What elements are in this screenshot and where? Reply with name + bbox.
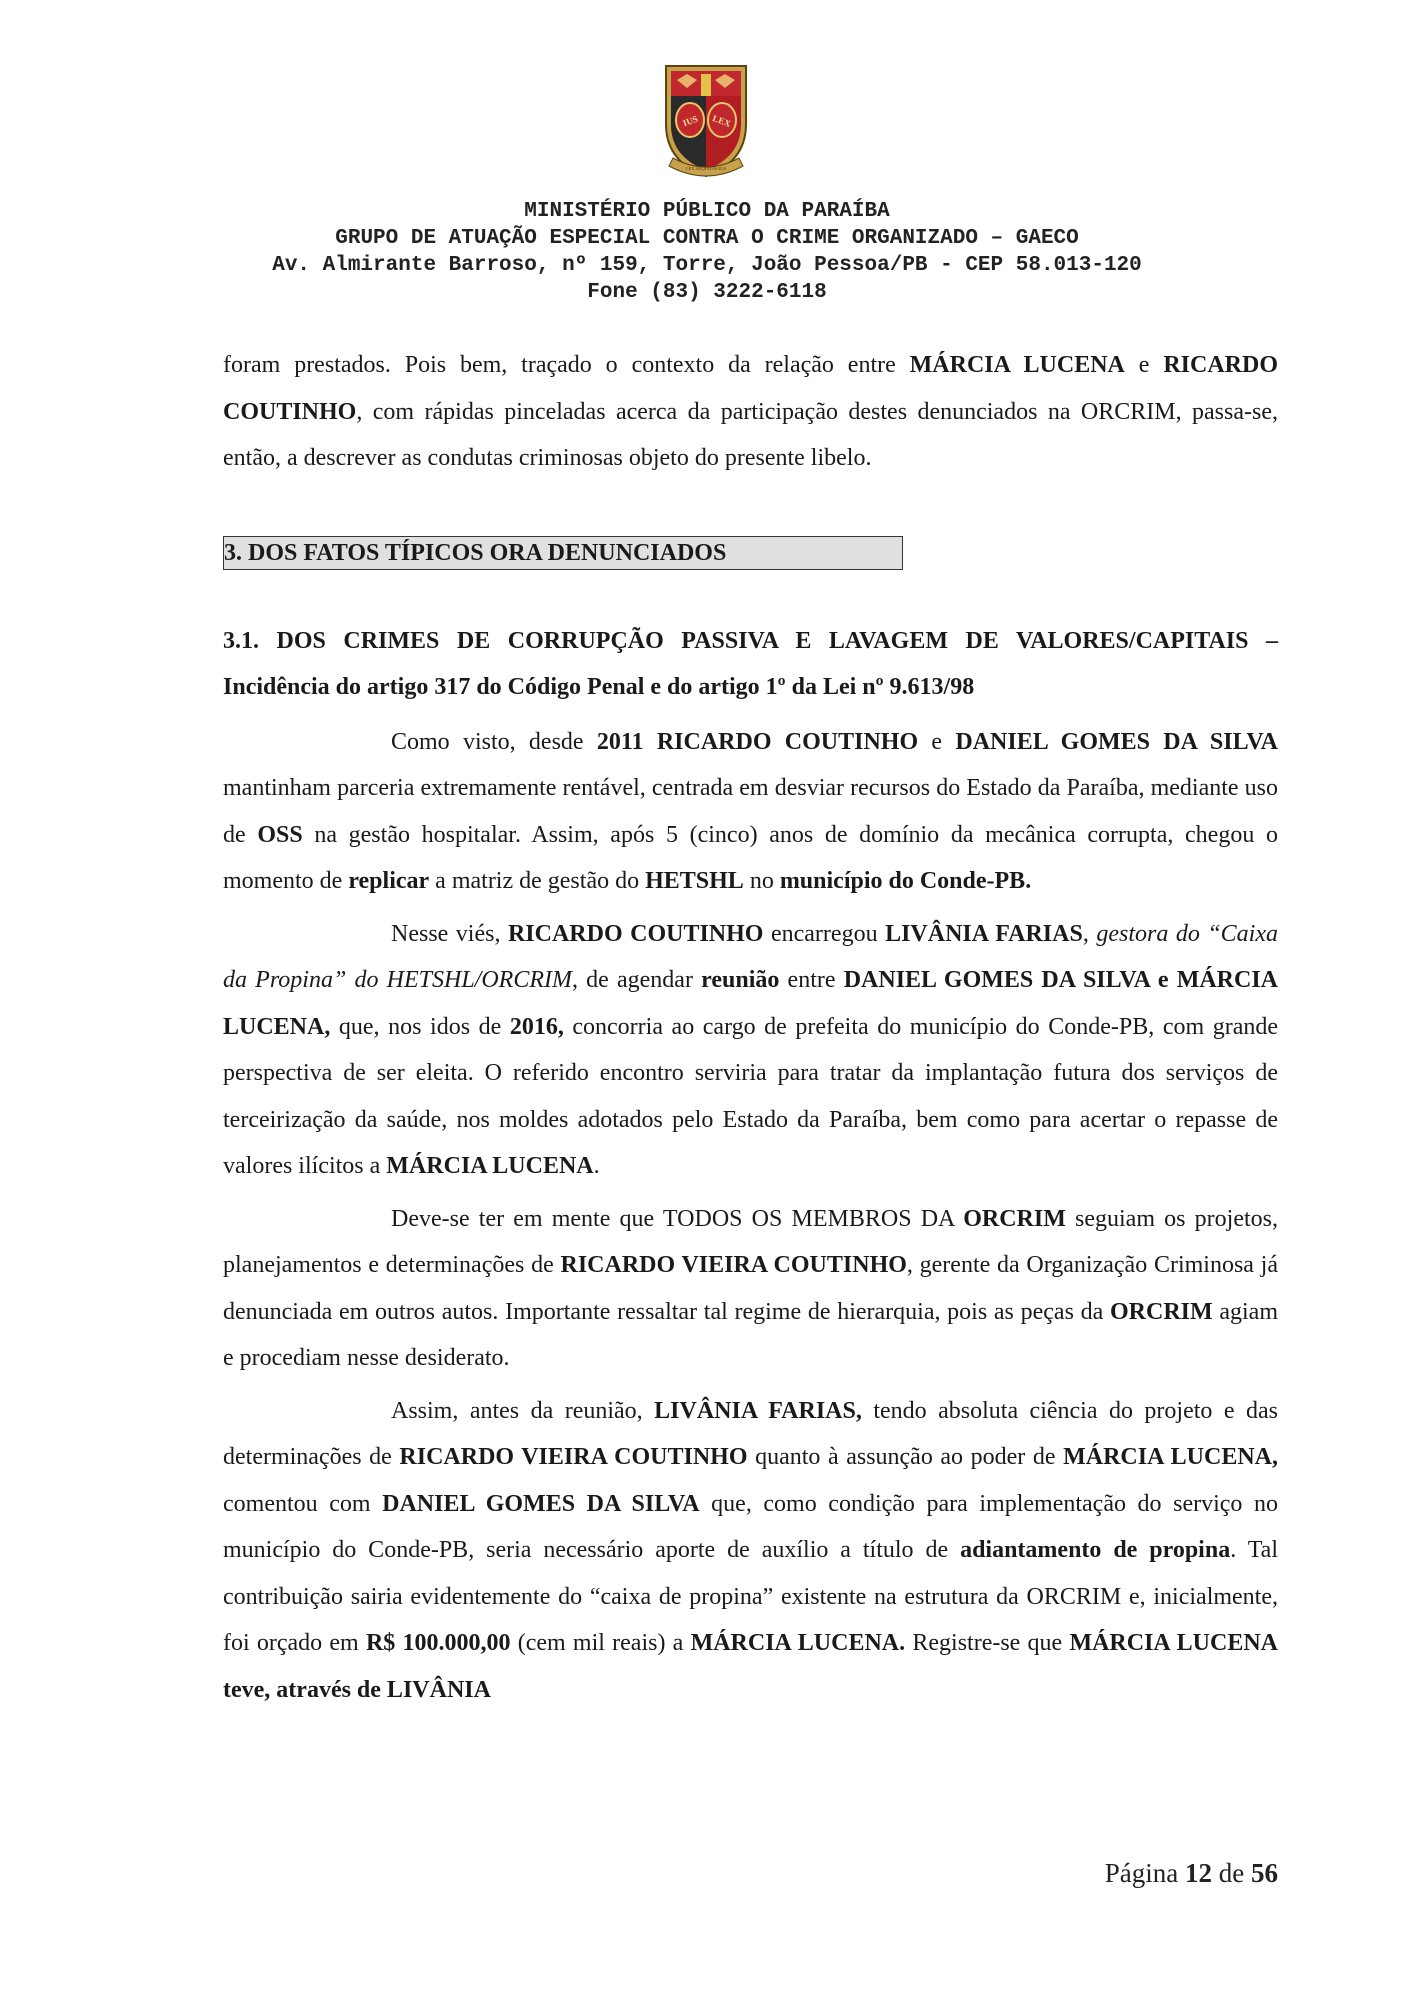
- logo-right-text: LEX: [711, 113, 733, 129]
- bold-run: DANIEL GOMES DA SILVA e MÁRCIA LUCENA,: [223, 967, 1279, 1040]
- text-run: mantinham parceria extremamente rentável, centrada em desviar recursos do Estado da Paraíba, mediante uso de: [223, 775, 1278, 848]
- page-number: [1105, 1858, 1278, 1889]
- bold-run: município do Conde-PB.: [779, 868, 1032, 894]
- bold-run: MÁRCIA LUCENA teve, através de LIVÂNIA: [223, 1630, 1279, 1703]
- text-run: encarregou: [763, 920, 886, 947]
- text-run: Como visto, desde: [391, 728, 597, 755]
- text-run: Deve-se ter em mente que TODOS OS MEMBROS DA: [391, 1205, 964, 1232]
- logo-left-text: IUS: [681, 113, 700, 129]
- bold-run: replicar: [348, 868, 430, 894]
- paragraph-1: [223, 342, 1278, 482]
- shield-crest-logo: [663, 62, 749, 184]
- paragraph-5: [223, 1388, 1278, 1714]
- text-run: e: [1124, 352, 1164, 378]
- italic-run: gestora do “Caixa da Propina” do HETSHL/ORCRIM: [223, 920, 1278, 993]
- text-run: concorria ao cargo de prefeita do município do Conde-PB, com grande perspectiva de ser eleita. O referido encontro serviria para tratar da implantação futura dos serviços de terceirização da saúde, nos moldes adotados pelo Estado da Paraíba, bem como para acertar o repasse de valores ilícitos a: [223, 1013, 1278, 1179]
- subsection-line-1: 3.1. DOS CRIMES DE CORRUPÇÃO PASSIVA E LAVAGEM DE VALORES/CAPITAIS –: [223, 627, 1278, 654]
- total-pages: 56: [1251, 1858, 1278, 1888]
- text-run: , com rápidas pinceladas acerca da participação destes denunciados na ORCRIM, passa-se, então, a descrever as condutas criminosas objeto do presente libelo.: [223, 398, 1278, 471]
- bold-run: LIVÂNIA FARIAS: [885, 920, 1083, 947]
- text-run: que, como condição para implementação do serviço no município do Conde-PB, seria necessário aporte de auxílio a título de: [223, 1490, 1278, 1563]
- bold-run: MÁRCIA LUCENA,: [1063, 1444, 1278, 1470]
- subsection-heading: [223, 618, 1278, 711]
- text-run: Assim, antes da reunião,: [391, 1397, 655, 1424]
- bold-run: adiantamento de propina: [960, 1537, 1231, 1563]
- bold-run: RICARDO VIEIRA COUTINHO: [399, 1444, 748, 1470]
- text-run: entre: [779, 967, 844, 993]
- bold-run: ORCRIM: [1109, 1298, 1213, 1325]
- text-run: seguiam os projetos, planejamentos e determinações de: [223, 1205, 1278, 1278]
- text-run: e: [918, 728, 956, 755]
- bold-run: DANIEL GOMES DA SILVA: [382, 1490, 700, 1517]
- text-run: .: [593, 1153, 600, 1179]
- page-label: Página: [1104, 1858, 1186, 1888]
- text-run: que, nos idos de: [330, 1013, 510, 1040]
- text-run: (cem mil reais) a: [510, 1630, 691, 1656]
- paragraph-3: [223, 911, 1278, 1190]
- text-run: , de agendar: [572, 967, 702, 993]
- bold-run: RICARDO COUTINHO: [507, 920, 764, 947]
- document-body: [223, 342, 1278, 1713]
- logo-ribbon-text: LEX AEQUITAS IUS: [685, 166, 727, 171]
- header-phone: Fone (83) 3222-6118: [587, 281, 827, 304]
- bold-run: HETSHL: [645, 868, 744, 894]
- bold-run: RICARDO VIEIRA COUTINHO: [560, 1252, 907, 1278]
- bold-run: MÁRCIA LUCENA: [386, 1153, 594, 1179]
- bold-run: DANIEL GOMES DA SILVA: [955, 728, 1278, 755]
- header-group: GRUPO DE ATUAÇÃO ESPECIAL CONTRA O CRIME ORGANIZADO – GAECO: [335, 227, 1079, 250]
- text-run: na gestão hospitalar. Assim, após 5 (cinco) anos de domínio da mecânica corrupta, chegou o momento de: [223, 821, 1278, 894]
- bold-run: OSS: [257, 821, 303, 848]
- bold-run: RICARDO COUTINHO: [223, 352, 1278, 425]
- text-run: foram prestados. Pois bem, traçado o contexto da relação entre: [223, 352, 910, 378]
- bold-run: ORCRIM: [963, 1205, 1066, 1232]
- bold-run: R$ 100.000,00: [365, 1630, 511, 1656]
- text-run: Nesse viés,: [391, 920, 508, 947]
- bold-run: reunião: [701, 967, 780, 993]
- text-run: tendo absoluta ciência do projeto e das determinações de: [223, 1397, 1278, 1470]
- header-institution: MINISTÉRIO PÚBLICO DA PARAÍBA: [524, 200, 890, 223]
- text-run: ,: [1082, 920, 1097, 947]
- text-run: quanto à assunção ao poder de: [747, 1444, 1064, 1470]
- text-run: no: [743, 868, 780, 894]
- text-run: a matriz de gestão do: [429, 868, 646, 894]
- header-address: Av. Almirante Barroso, nº 159, Torre, João Pessoa/PB - CEP 58.013-120: [272, 254, 1142, 277]
- page-of-label: de: [1212, 1858, 1251, 1888]
- document-header: [0, 198, 1414, 306]
- text-run: . Tal contribuição sairia evidentemente do “caixa de propina” existente na estrutura da ORCRIM e, inicialmente, foi orçado em: [223, 1537, 1279, 1656]
- bold-run: MÁRCIA LUCENA.: [690, 1630, 906, 1656]
- bold-run: 2016,: [509, 1013, 564, 1040]
- section-title: 3. DOS FATOS TÍPICOS ORA DENUNCIADOS: [223, 536, 903, 570]
- paragraph-4: [223, 1196, 1278, 1382]
- bold-run: LIVÂNIA FARIAS,: [654, 1397, 862, 1424]
- subsection-line-2: Incidência do artigo 317 do Código Penal e do artigo 1º da Lei nº 9.613/98: [223, 674, 975, 700]
- text-run: , gerente da Organização Criminosa já denunciada em outros autos. Importante ressaltar tal regime de hierarquia, pois as peças da: [223, 1252, 1278, 1325]
- text-run: agiam e procediam nesse desiderato.: [223, 1298, 1278, 1371]
- bold-run: 2011 RICARDO COUTINHO: [596, 728, 919, 755]
- text-run: Registre-se que: [905, 1630, 1070, 1656]
- paragraph-2: [223, 719, 1278, 905]
- current-page: 12: [1185, 1858, 1213, 1888]
- text-run: comentou com: [223, 1490, 383, 1517]
- bold-run: MÁRCIA LUCENA: [909, 352, 1125, 378]
